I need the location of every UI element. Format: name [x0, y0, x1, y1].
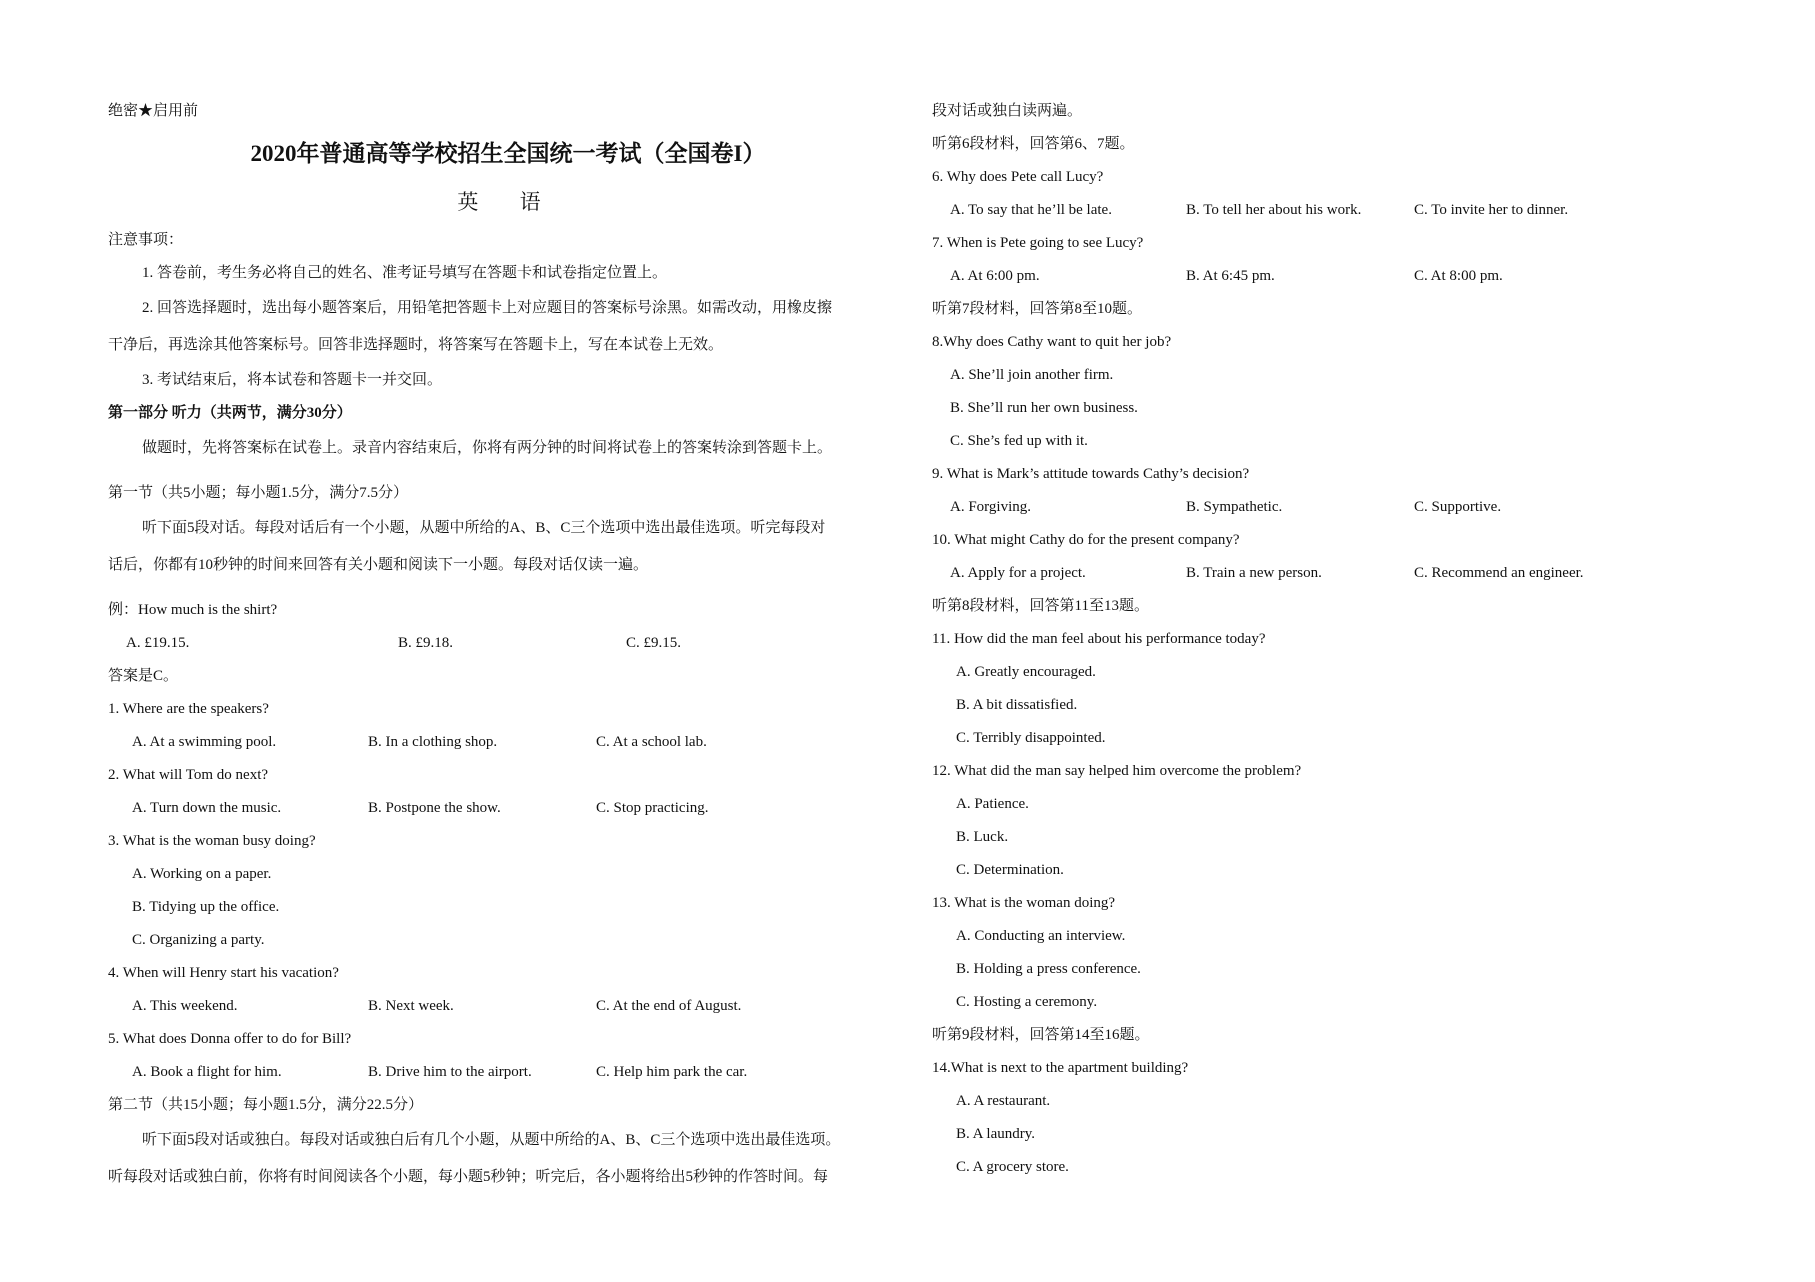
question-9: 9. What is Mark’s attitude towards Cathy’s decision? — [932, 466, 1250, 482]
material-6-heading: 听第6段材料，回答第6、7题。 — [932, 136, 1135, 152]
question-13: 13. What is the woman doing? — [932, 895, 1116, 911]
option-c: C. £9.15. — [626, 635, 682, 651]
option-a: A. She’ll join another firm. — [950, 367, 1114, 383]
notice-item-2b: 干净后，再选涂其他答案标号。回答非选择题时，将答案写在答题卡上，写在本试卷上无效。 — [108, 337, 724, 353]
section2-intro-b: 听每段对话或独白前，你将有时间阅读各个小题，每小题5秒钟；听完后，各小题将给出5秒钟的作答时间。每 — [108, 1169, 829, 1185]
option-b: B. Luck. — [956, 829, 1009, 845]
question-11: 11. How did the man feel about his performance today? — [932, 631, 1266, 647]
question-9-options — [932, 491, 1792, 524]
right-column — [932, 95, 1792, 1184]
option-c: C. A grocery store. — [956, 1159, 1069, 1175]
notice-item-1: 1. 答卷前，考生务必将自己的姓名、准考证号填写在答题卡和试卷指定位置上。 — [142, 265, 668, 281]
option-b: B. To tell her about his work. — [1186, 202, 1362, 218]
option-b: B. Tidying up the office. — [132, 899, 280, 915]
option-b: B. Postpone the show. — [368, 800, 501, 816]
option-b: B. Next week. — [368, 998, 454, 1014]
option-c: C. Recommend an engineer. — [1414, 565, 1584, 581]
option-c: C. Help him park the car. — [596, 1064, 748, 1080]
question-1: 1. Where are the speakers? — [108, 701, 269, 717]
option-c: C. To invite her to dinner. — [1414, 202, 1569, 218]
option-c: C. Terribly disappointed. — [956, 730, 1106, 746]
option-c: C. Hosting a ceremony. — [956, 994, 1098, 1010]
secret-label: 绝密★启用前 — [108, 103, 199, 119]
option-a: A. Working on a paper. — [132, 866, 272, 882]
option-a: A. At a swimming pool. — [132, 734, 277, 750]
option-a: A. Forgiving. — [950, 499, 1031, 515]
option-b: B. A laundry. — [956, 1126, 1036, 1142]
option-c: C. At the end of August. — [596, 998, 742, 1014]
question-1-options — [108, 726, 908, 759]
section2-intro-c: 段对话或独白读两遍。 — [932, 103, 1083, 119]
option-b: B. Train a new person. — [1186, 565, 1322, 581]
question-6-options — [932, 194, 1792, 227]
option-c: C. Determination. — [956, 862, 1064, 878]
question-4-options — [108, 990, 908, 1023]
section1-heading: 第一节（共5小题；每小题1.5分，满分7.5分） — [108, 485, 409, 501]
part1-intro: 做题时，先将答案标在试卷上。录音内容结束后，你将有两分钟的时间将试卷上的答案转涂到答题卡上。 — [142, 440, 833, 456]
option-b: B. Drive him to the airport. — [368, 1064, 532, 1080]
notice-heading: 注意事项： — [108, 232, 184, 248]
option-c: C. Supportive. — [1414, 499, 1502, 515]
left-column — [108, 95, 908, 1196]
question-5: 5. What does Donna offer to do for Bill? — [108, 1031, 352, 1047]
option-b: B. Sympathetic. — [1186, 499, 1283, 515]
question-6: 6. Why does Pete call Lucy? — [932, 169, 1104, 185]
example-question: 例：How much is the shirt? — [108, 602, 278, 618]
notice-item-3: 3. 考试结束后，将本试卷和答题卡一并交回。 — [142, 372, 443, 388]
subject-title: 英 语 — [457, 190, 559, 214]
option-a: A. This weekend. — [132, 998, 238, 1014]
question-12: 12. What did the man say helped him overcome the problem? — [932, 763, 1302, 779]
question-3: 3. What is the woman busy doing? — [108, 833, 316, 849]
question-10: 10. What might Cathy do for the present company? — [932, 532, 1240, 548]
option-b: B. Holding a press conference. — [956, 961, 1141, 977]
option-b: B. £9.18. — [398, 635, 454, 651]
option-a: A. £19.15. — [126, 635, 190, 651]
option-b: B. At 6:45 pm. — [1186, 268, 1275, 284]
option-a: A. Book a flight for him. — [132, 1064, 282, 1080]
section1-intro-b: 话后，你都有10秒钟的时间来回答有关小题和阅读下一小题。每段对话仅读一遍。 — [108, 557, 649, 573]
option-a: A. A restaurant. — [956, 1093, 1051, 1109]
question-2-options — [108, 792, 908, 825]
question-4: 4. When will Henry start his vacation? — [108, 965, 339, 981]
option-c: C. Stop practicing. — [596, 800, 709, 816]
question-2: 2. What will Tom do next? — [108, 767, 269, 783]
option-c: C. At 8:00 pm. — [1414, 268, 1503, 284]
option-b: B. A bit dissatisfied. — [956, 697, 1078, 713]
option-c: C. Organizing a party. — [132, 932, 265, 948]
question-10-options — [932, 557, 1792, 590]
option-a: A. At 6:00 pm. — [950, 268, 1040, 284]
option-c: C. She’s fed up with it. — [950, 433, 1088, 449]
question-7: 7. When is Pete going to see Lucy? — [932, 235, 1144, 251]
option-b: B. She’ll run her own business. — [950, 400, 1138, 416]
notice-item-2a: 2. 回答选择题时，选出每小题答案后，用铅笔把答题卡上对应题目的答案标号涂黑。如需改动，用橡皮擦 — [142, 300, 833, 316]
section2-intro-a: 听下面5段对话或独白。每段对话或独白后有几个小题，从题中所给的A、B、C三个选项中选出最佳选项。 — [142, 1132, 841, 1148]
option-a: A. Patience. — [956, 796, 1029, 812]
option-b: B. In a clothing shop. — [368, 734, 498, 750]
section1-intro-a: 听下面5段对话。每段对话后有一个小题，从题中所给的A、B、C三个选项中选出最佳选项。听完每段对 — [142, 520, 826, 536]
material-9-heading: 听第9段材料，回答第14至16题。 — [932, 1027, 1150, 1043]
option-a: A. Apply for a project. — [950, 565, 1086, 581]
option-a: A. To say that he’ll be late. — [950, 202, 1112, 218]
question-5-options — [108, 1056, 908, 1089]
question-7-options — [932, 260, 1792, 293]
question-8: 8.Why does Cathy want to quit her job? — [932, 334, 1172, 350]
example-options — [108, 627, 908, 660]
exam-title: 2020年普通高等学校招生全国统一考试（全国卷I） — [250, 141, 766, 166]
material-8-heading: 听第8段材料，回答第11至13题。 — [932, 598, 1149, 614]
example-answer: 答案是C。 — [108, 668, 179, 684]
section2-heading: 第二节（共15小题；每小题1.5分，满分22.5分） — [108, 1097, 424, 1113]
option-a: A. Conducting an interview. — [956, 928, 1126, 944]
option-a: A. Greatly encouraged. — [956, 664, 1096, 680]
question-14: 14.What is next to the apartment building? — [932, 1060, 1189, 1076]
material-7-heading: 听第7段材料，回答第8至10题。 — [932, 301, 1143, 317]
option-c: C. At a school lab. — [596, 734, 707, 750]
part1-heading: 第一部分 听力（共两节，满分30分） — [108, 405, 352, 421]
option-a: A. Turn down the music. — [132, 800, 282, 816]
